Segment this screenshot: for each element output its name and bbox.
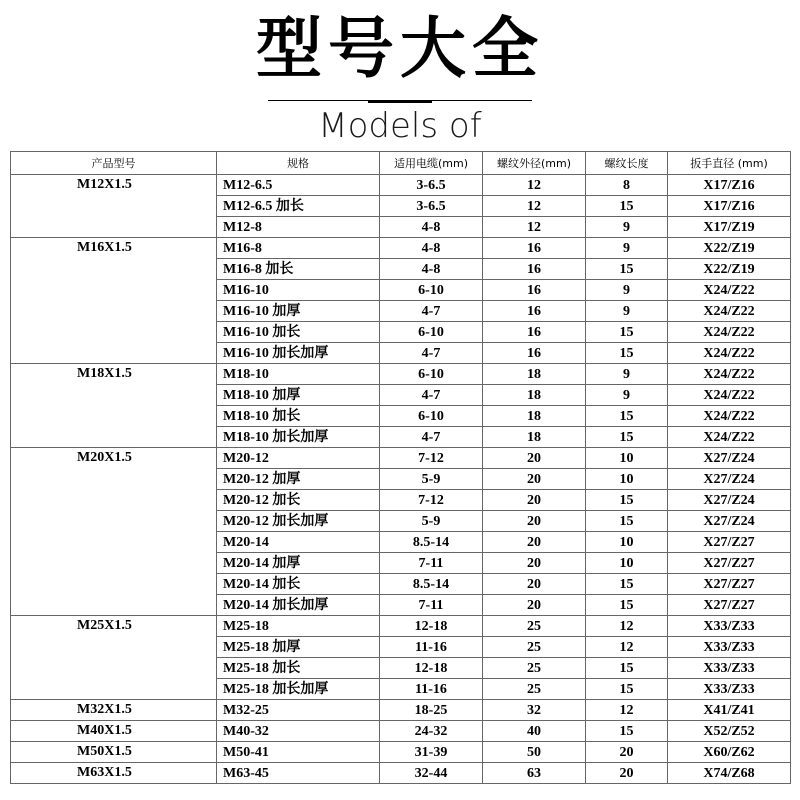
cable-range-cell: 11-16: [380, 679, 483, 700]
wrench-size-cell: X74/Z68: [668, 763, 791, 784]
cable-range-cell: 6-10: [380, 322, 483, 343]
header-wrench-size: 扳手直径 (mm): [668, 152, 791, 175]
wrench-size-cell: X33/Z33: [668, 637, 791, 658]
thread-length-cell: 15: [586, 343, 668, 364]
models-table: [10, 151, 791, 784]
thread-diameter-cell: 20: [483, 490, 586, 511]
cable-range-cell: 6-10: [380, 406, 483, 427]
wrench-size-cell: X27/Z27: [668, 532, 791, 553]
thread-diameter-cell: 16: [483, 301, 586, 322]
table-row: [11, 175, 791, 196]
wrench-size-cell: X27/Z24: [668, 469, 791, 490]
spec-cell: M20-14 加长: [217, 574, 380, 595]
wrench-size-cell: X27/Z24: [668, 511, 791, 532]
thread-length-cell: 10: [586, 448, 668, 469]
spec-cell: M12-8: [217, 217, 380, 238]
cable-range-cell: 18-25: [380, 700, 483, 721]
cable-range-cell: 32-44: [380, 763, 483, 784]
thread-length-cell: 15: [586, 721, 668, 742]
wrench-size-cell: X27/Z27: [668, 553, 791, 574]
model-cell: M12X1.5: [11, 175, 217, 238]
table-row: [11, 616, 791, 637]
spec-cell: M12-6.5 加长: [217, 196, 380, 217]
cable-range-cell: 6-10: [380, 280, 483, 301]
thread-diameter-cell: 16: [483, 238, 586, 259]
thread-length-cell: 15: [586, 259, 668, 280]
model-cell: M16X1.5: [11, 238, 217, 364]
thread-length-cell: 20: [586, 763, 668, 784]
cable-range-cell: 6-10: [380, 364, 483, 385]
cable-range-cell: 8.5-14: [380, 532, 483, 553]
cable-range-cell: 4-7: [380, 343, 483, 364]
thread-diameter-cell: 50: [483, 742, 586, 763]
thread-diameter-cell: 12: [483, 217, 586, 238]
thread-length-cell: 12: [586, 616, 668, 637]
spec-cell: M18-10: [217, 364, 380, 385]
cable-range-cell: 12-18: [380, 616, 483, 637]
thread-diameter-cell: 18: [483, 385, 586, 406]
wrench-size-cell: X24/Z22: [668, 364, 791, 385]
thread-diameter-cell: 20: [483, 553, 586, 574]
thread-length-cell: 15: [586, 595, 668, 616]
thread-length-cell: 15: [586, 322, 668, 343]
cable-range-cell: 7-11: [380, 595, 483, 616]
wrench-size-cell: X17/Z16: [668, 196, 791, 217]
spec-cell: M50-41: [217, 742, 380, 763]
spec-cell: M63-45: [217, 763, 380, 784]
thread-length-cell: 8: [586, 175, 668, 196]
spec-cell: M25-18: [217, 616, 380, 637]
cable-range-cell: 7-11: [380, 553, 483, 574]
table-row: [11, 700, 791, 721]
spec-cell: M25-18 加厚: [217, 637, 380, 658]
model-cell: M25X1.5: [11, 616, 217, 700]
spec-cell: M18-10 加长加厚: [217, 427, 380, 448]
wrench-size-cell: X33/Z33: [668, 658, 791, 679]
table-body: [11, 175, 791, 784]
model-cell: M32X1.5: [11, 700, 217, 721]
thread-diameter-cell: 20: [483, 532, 586, 553]
spec-cell: M20-12 加厚: [217, 469, 380, 490]
cable-range-cell: 4-7: [380, 385, 483, 406]
spec-cell: M12-6.5: [217, 175, 380, 196]
thread-length-cell: 15: [586, 658, 668, 679]
thread-diameter-cell: 25: [483, 637, 586, 658]
thread-length-cell: 9: [586, 385, 668, 406]
wrench-size-cell: X33/Z33: [668, 679, 791, 700]
thread-length-cell: 9: [586, 280, 668, 301]
header-cable-range: 适用电缆(mm): [380, 152, 483, 175]
cable-range-cell: 5-9: [380, 469, 483, 490]
wrench-size-cell: X17/Z16: [668, 175, 791, 196]
wrench-size-cell: X22/Z19: [668, 238, 791, 259]
cable-range-cell: 5-9: [380, 511, 483, 532]
thread-length-cell: 10: [586, 469, 668, 490]
header-model: 产品型号: [11, 152, 217, 175]
wrench-size-cell: X17/Z19: [668, 217, 791, 238]
thread-length-cell: 12: [586, 637, 668, 658]
thread-length-cell: 15: [586, 511, 668, 532]
thread-length-cell: 10: [586, 553, 668, 574]
thread-length-cell: 10: [586, 532, 668, 553]
thread-diameter-cell: 18: [483, 406, 586, 427]
header-thread-diameter: 螺纹外径(mm): [483, 152, 586, 175]
thread-diameter-cell: 25: [483, 616, 586, 637]
cable-range-cell: 3-6.5: [380, 196, 483, 217]
wrench-size-cell: X24/Z22: [668, 385, 791, 406]
thread-diameter-cell: 25: [483, 658, 586, 679]
model-cell: M63X1.5: [11, 763, 217, 784]
thread-length-cell: 20: [586, 742, 668, 763]
header-thread-length: 螺纹长度: [586, 152, 668, 175]
thread-diameter-cell: 12: [483, 196, 586, 217]
cable-range-cell: 12-18: [380, 658, 483, 679]
thread-length-cell: 12: [586, 700, 668, 721]
wrench-size-cell: X27/Z27: [668, 574, 791, 595]
thread-diameter-cell: 32: [483, 700, 586, 721]
cable-range-cell: 3-6.5: [380, 175, 483, 196]
cable-range-cell: 4-7: [380, 301, 483, 322]
wrench-size-cell: X60/Z62: [668, 742, 791, 763]
wrench-size-cell: X41/Z41: [668, 700, 791, 721]
spec-cell: M18-10 加厚: [217, 385, 380, 406]
thread-length-cell: 9: [586, 217, 668, 238]
spec-cell: M20-12: [217, 448, 380, 469]
spec-cell: M16-8 加长: [217, 259, 380, 280]
table-row: [11, 238, 791, 259]
thread-diameter-cell: 20: [483, 511, 586, 532]
thread-diameter-cell: 18: [483, 427, 586, 448]
spec-cell: M20-12 加长: [217, 490, 380, 511]
table-row: [11, 448, 791, 469]
wrench-size-cell: X33/Z33: [668, 616, 791, 637]
thread-length-cell: 9: [586, 238, 668, 259]
wrench-size-cell: X52/Z52: [668, 721, 791, 742]
wrench-size-cell: X27/Z27: [668, 595, 791, 616]
cable-range-cell: 4-7: [380, 427, 483, 448]
spec-cell: M25-18 加长加厚: [217, 679, 380, 700]
model-cell: M20X1.5: [11, 448, 217, 616]
model-cell: M40X1.5: [11, 721, 217, 742]
thread-length-cell: 9: [586, 301, 668, 322]
cable-range-cell: 11-16: [380, 637, 483, 658]
spec-cell: M25-18 加长: [217, 658, 380, 679]
spec-cell: M16-10 加长加厚: [217, 343, 380, 364]
thread-diameter-cell: 16: [483, 259, 586, 280]
header-spec: 规格: [217, 152, 380, 175]
spec-cell: M32-25: [217, 700, 380, 721]
spec-cell: M18-10 加长: [217, 406, 380, 427]
model-cell: M18X1.5: [11, 364, 217, 448]
spec-cell: M20-14 加厚: [217, 553, 380, 574]
wrench-size-cell: X24/Z22: [668, 406, 791, 427]
cable-range-cell: 4-8: [380, 238, 483, 259]
title-divider-accent: [368, 100, 432, 103]
wrench-size-cell: X24/Z22: [668, 343, 791, 364]
spec-cell: M20-14 加长加厚: [217, 595, 380, 616]
table-row: [11, 763, 791, 784]
spec-cell: M20-12 加长加厚: [217, 511, 380, 532]
cable-range-cell: 4-8: [380, 259, 483, 280]
thread-diameter-cell: 12: [483, 175, 586, 196]
thread-length-cell: 15: [586, 574, 668, 595]
wrench-size-cell: X27/Z24: [668, 448, 791, 469]
wrench-size-cell: X24/Z22: [668, 280, 791, 301]
thread-length-cell: 15: [586, 406, 668, 427]
cable-range-cell: 7-12: [380, 448, 483, 469]
thread-diameter-cell: 40: [483, 721, 586, 742]
cable-range-cell: 8.5-14: [380, 574, 483, 595]
thread-diameter-cell: 25: [483, 679, 586, 700]
spec-cell: M16-8: [217, 238, 380, 259]
spec-cell: M20-14: [217, 532, 380, 553]
wrench-size-cell: X24/Z22: [668, 322, 791, 343]
table-row: [11, 742, 791, 763]
model-cell: M50X1.5: [11, 742, 217, 763]
wrench-size-cell: X27/Z24: [668, 490, 791, 511]
thread-length-cell: 15: [586, 427, 668, 448]
thread-diameter-cell: 20: [483, 469, 586, 490]
spec-cell: M16-10: [217, 280, 380, 301]
thread-diameter-cell: 20: [483, 448, 586, 469]
cable-range-cell: 31-39: [380, 742, 483, 763]
table-row: [11, 721, 791, 742]
wrench-size-cell: X24/Z22: [668, 301, 791, 322]
thread-diameter-cell: 20: [483, 595, 586, 616]
cable-range-cell: 24-32: [380, 721, 483, 742]
thread-diameter-cell: 16: [483, 343, 586, 364]
cable-range-cell: 4-8: [380, 217, 483, 238]
table-header-row: [11, 152, 791, 175]
table-row: [11, 364, 791, 385]
thread-length-cell: 15: [586, 679, 668, 700]
spec-cell: M16-10 加厚: [217, 301, 380, 322]
wrench-size-cell: X24/Z22: [668, 427, 791, 448]
thread-diameter-cell: 20: [483, 574, 586, 595]
spec-cell: M16-10 加长: [217, 322, 380, 343]
thread-diameter-cell: 16: [483, 322, 586, 343]
thread-length-cell: 15: [586, 490, 668, 511]
thread-length-cell: 15: [586, 196, 668, 217]
thread-diameter-cell: 18: [483, 364, 586, 385]
thread-diameter-cell: 63: [483, 763, 586, 784]
thread-diameter-cell: 16: [483, 280, 586, 301]
cable-range-cell: 7-12: [380, 490, 483, 511]
wrench-size-cell: X22/Z19: [668, 259, 791, 280]
page-title: 型号大全: [256, 10, 544, 87]
thread-length-cell: 9: [586, 364, 668, 385]
page-subtitle: Models of: [318, 106, 482, 146]
spec-cell: M40-32: [217, 721, 380, 742]
